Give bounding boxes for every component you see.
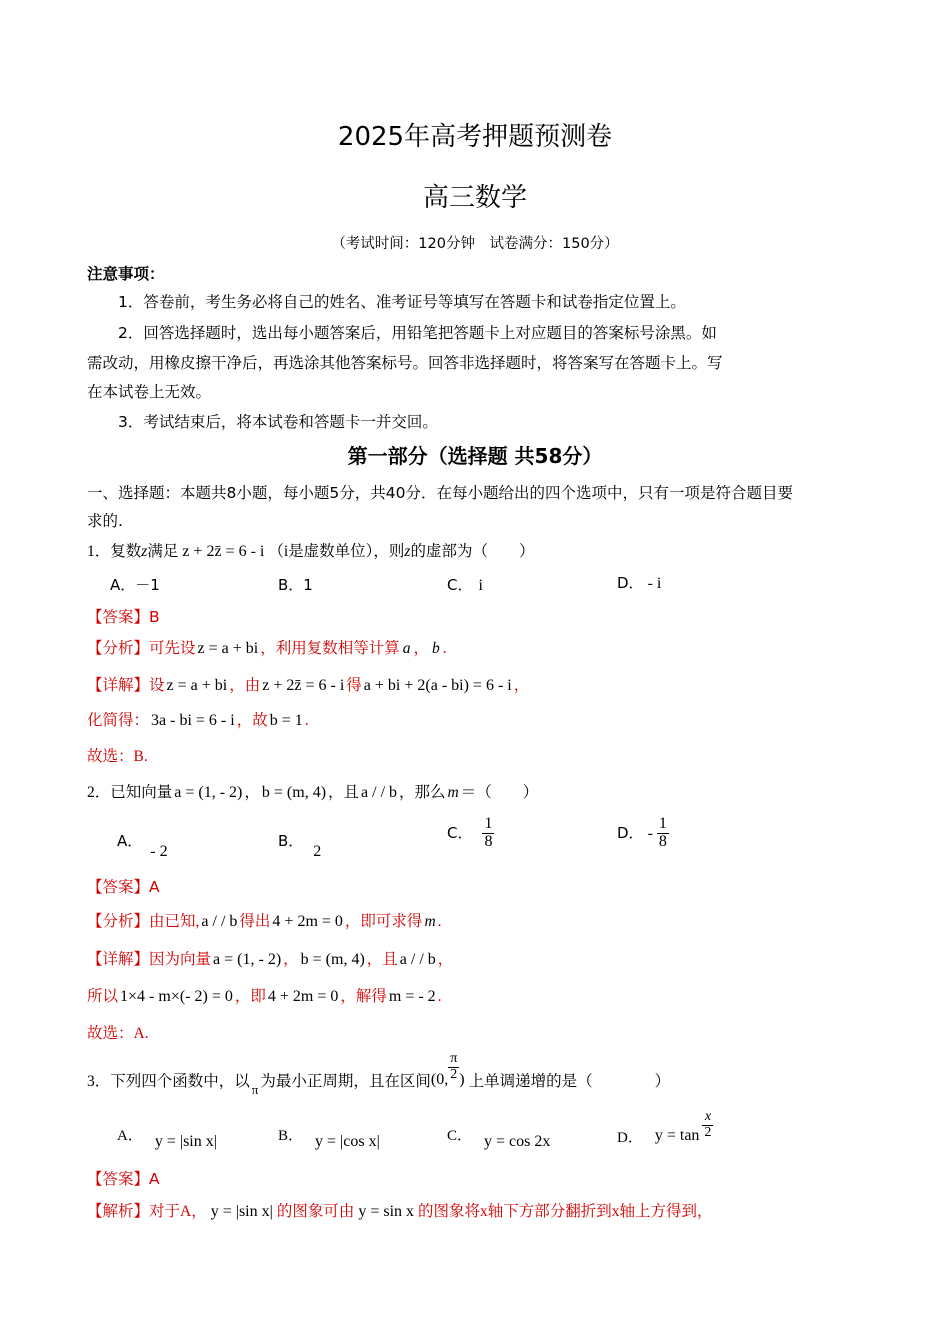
- q1-option-d: D． - i: [617, 574, 662, 592]
- q2-choose: 故选：A.: [87, 1025, 149, 1042]
- notice-item-1: 1．答卷前，考生务必将自己的姓名、准考证号等填写在答题卡和试卷指定位置上。: [118, 293, 686, 311]
- q1-detail: 【详解】设 z = a + bi ，由 z + 2z̄ = 6 - i 得 a + bi + 2(a - bi) = 6 - i ，: [87, 677, 530, 694]
- q2-detail: 【详解】因为向量 a = (1, - 2) ， b = (m, 4) ，且 a / / b ，: [87, 951, 454, 968]
- q3-option-b: B． y = |cos x|: [278, 1128, 380, 1150]
- q2-option-d: D． - $\frac{1}{8}$: [617, 815, 667, 850]
- part1-intro-line-2: 求的.: [87, 512, 123, 530]
- q2-stem: 2．已知向量 a = (1, - 2) ， b = (m, 4) ，且 a / / b ，那么 m ＝（ ）: [87, 784, 539, 801]
- q3-option-c: C． y = cos 2x: [447, 1128, 551, 1150]
- q1-analysis: 【分析】可先设 z = a + bi ，利用复数相等计算 a ， b .: [87, 640, 447, 657]
- q3-option-a: A． y = |sin x|: [117, 1128, 217, 1150]
- part1-heading: 第一部分（选择题 共58分）: [347, 444, 603, 468]
- notice-item-3: 3．考试结束后，将本试卷和答题卡一并交回。: [118, 413, 438, 431]
- q3-answer: 【答案】A: [87, 1170, 160, 1188]
- q1-choose: 故选：B.: [87, 748, 148, 765]
- q3-analysis: 【解析】对于A， y = |sin x| 的图象可由 y = sin x 的图象将x轴下方部分翻折到x轴上方得到，: [87, 1203, 713, 1220]
- q1-answer: 【答案】B: [87, 608, 160, 626]
- q2-analysis: 【分析】由已知, a / / b 得出 4 + 2m = 0 ，即可求得 m .: [87, 913, 442, 930]
- notice-heading: 注意事项：: [87, 265, 165, 283]
- q1-simplify: 化简得： 3a - bi = 6 - i ，故 b = 1 .: [87, 712, 309, 729]
- notice-item-2-line-1: 2．回答选择题时，选出每小题答案后，用铅笔把答题卡上对应题目的答案标号涂黑。如: [118, 324, 717, 342]
- q3-option-d: D． y = tan $\frac{x}{2}$: [617, 1109, 712, 1146]
- q2-option-c: C． $\frac{1}{8}$: [447, 815, 493, 850]
- subject-title: 高三数学: [422, 183, 527, 213]
- q1-option-b: B．1: [278, 576, 313, 594]
- q2-so: 所以 1×4 - m×(- 2) = 0 ，即 4 + 2m = 0 ，解得 m = - 2 .: [87, 988, 442, 1005]
- q2-option-b: B．2: [278, 832, 322, 860]
- exam-info: （考试时间：120分钟 试卷满分：150分）: [331, 236, 619, 252]
- exam-title: 2025年高考押题预测卷: [337, 122, 613, 152]
- q1-stem: 1．复数z满足 z + 2z̄ = 6 - i （i是虚数单位），则z的虚部为（ ）: [87, 543, 535, 560]
- q2-answer: 【答案】A: [87, 878, 160, 896]
- notice-item-2-line-2: 需改动，用橡皮擦干净后，再选涂其他答案标号。回答非选择题时，将答案写在答题卡上。写: [87, 354, 723, 372]
- notice-item-2-line-3: 在本试卷上无效。: [87, 383, 212, 401]
- part1-intro-line-1: 一、选择题：本题共8小题，每小题5分，共40分．在每小题给出的四个选项中，只有一项是符合题目要: [87, 484, 793, 502]
- q1-option-c: C． i: [447, 576, 483, 594]
- q2-option-a: A．- 2: [117, 832, 168, 860]
- q3-stem: 3．下列四个函数中，以 $_\pi$ 为最小正周期，且在区间(0, $\frac{\pi}{2}$ ) 上单调递增的是（ ）: [87, 1051, 671, 1097]
- q1-option-a: A．－1: [110, 576, 160, 594]
